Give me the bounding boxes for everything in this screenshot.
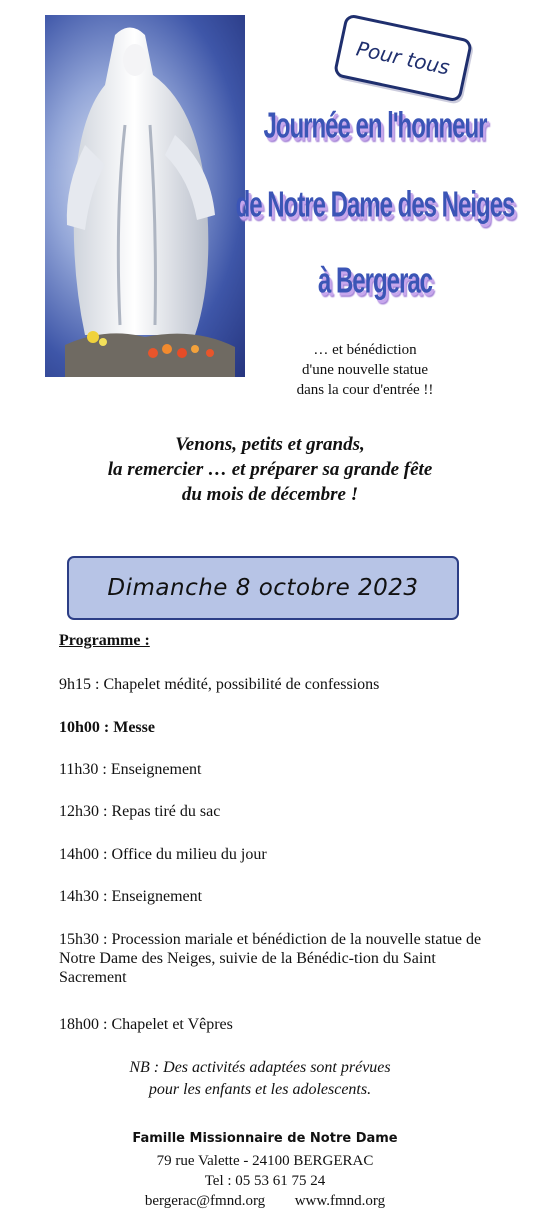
- benediction-text: [250, 340, 480, 400]
- statue-photo: [45, 15, 245, 377]
- invitation-text: [40, 432, 500, 507]
- invitation-line-3: du mois de décembre !: [181, 484, 359, 505]
- organization-name: Famille Missionnaire de Notre Dame: [132, 1131, 398, 1146]
- event-date: Dimanche 8 octobre 2023: [107, 575, 419, 601]
- benediction-line-3: dans la cour d'entrée !!: [296, 382, 434, 398]
- nb-note: [60, 1057, 460, 1101]
- programme-item: 10h00 : Messe: [59, 719, 155, 736]
- invitation-line-1: Venons, petits et grands,: [175, 434, 365, 455]
- email-link[interactable]: bergerac@fmnd.org: [144, 1193, 266, 1209]
- website-link[interactable]: www.fmnd.org: [294, 1193, 386, 1209]
- programme-item: 9h15 : Chapelet médité, possibilité de confessions: [59, 676, 380, 693]
- nb-line-2: pour les enfants et les adolescents.: [148, 1081, 372, 1098]
- programme-item: 15h30 : Procession mariale et bénédiction de la nouvelle statue de Notre Dame des Neiges, suivie de la Bénédic-tion du Saint Sacrement: [59, 931, 482, 986]
- badge-text: Pour tous: [354, 36, 452, 80]
- contact-line: [60, 1191, 470, 1211]
- programme-item: 18h00 : Chapelet et Vêpres: [59, 1016, 233, 1033]
- event-date-box: [67, 556, 459, 620]
- title-line-1: Journée en l'honneur: [263, 106, 487, 147]
- invitation-line-2: la remercier … et préparer sa grande fête: [107, 459, 433, 480]
- programme-item: 11h30 : Enseignement: [59, 761, 202, 778]
- telephone: Tel : 05 53 61 75 24: [204, 1173, 326, 1189]
- programme-item: 12h30 : Repas tiré du sac: [59, 803, 221, 820]
- nb-line-1: NB : Des activités adaptées sont prévues: [129, 1059, 391, 1076]
- programme-heading: Programme :: [59, 632, 150, 649]
- pour-tous-badge: [333, 13, 473, 103]
- programme-item: 14h00 : Office du milieu du jour: [59, 846, 267, 863]
- programme-item: 14h30 : Enseignement: [59, 888, 203, 905]
- title-line-3: à Bergerac: [317, 261, 433, 302]
- address: 79 rue Valette - 24100 BERGERAC: [156, 1153, 374, 1169]
- benediction-line-1: … et bénédiction: [313, 342, 417, 358]
- title-line-2: de Notre Dame des Neiges: [235, 185, 515, 226]
- benediction-line-2: d'une nouvelle statue: [302, 362, 428, 378]
